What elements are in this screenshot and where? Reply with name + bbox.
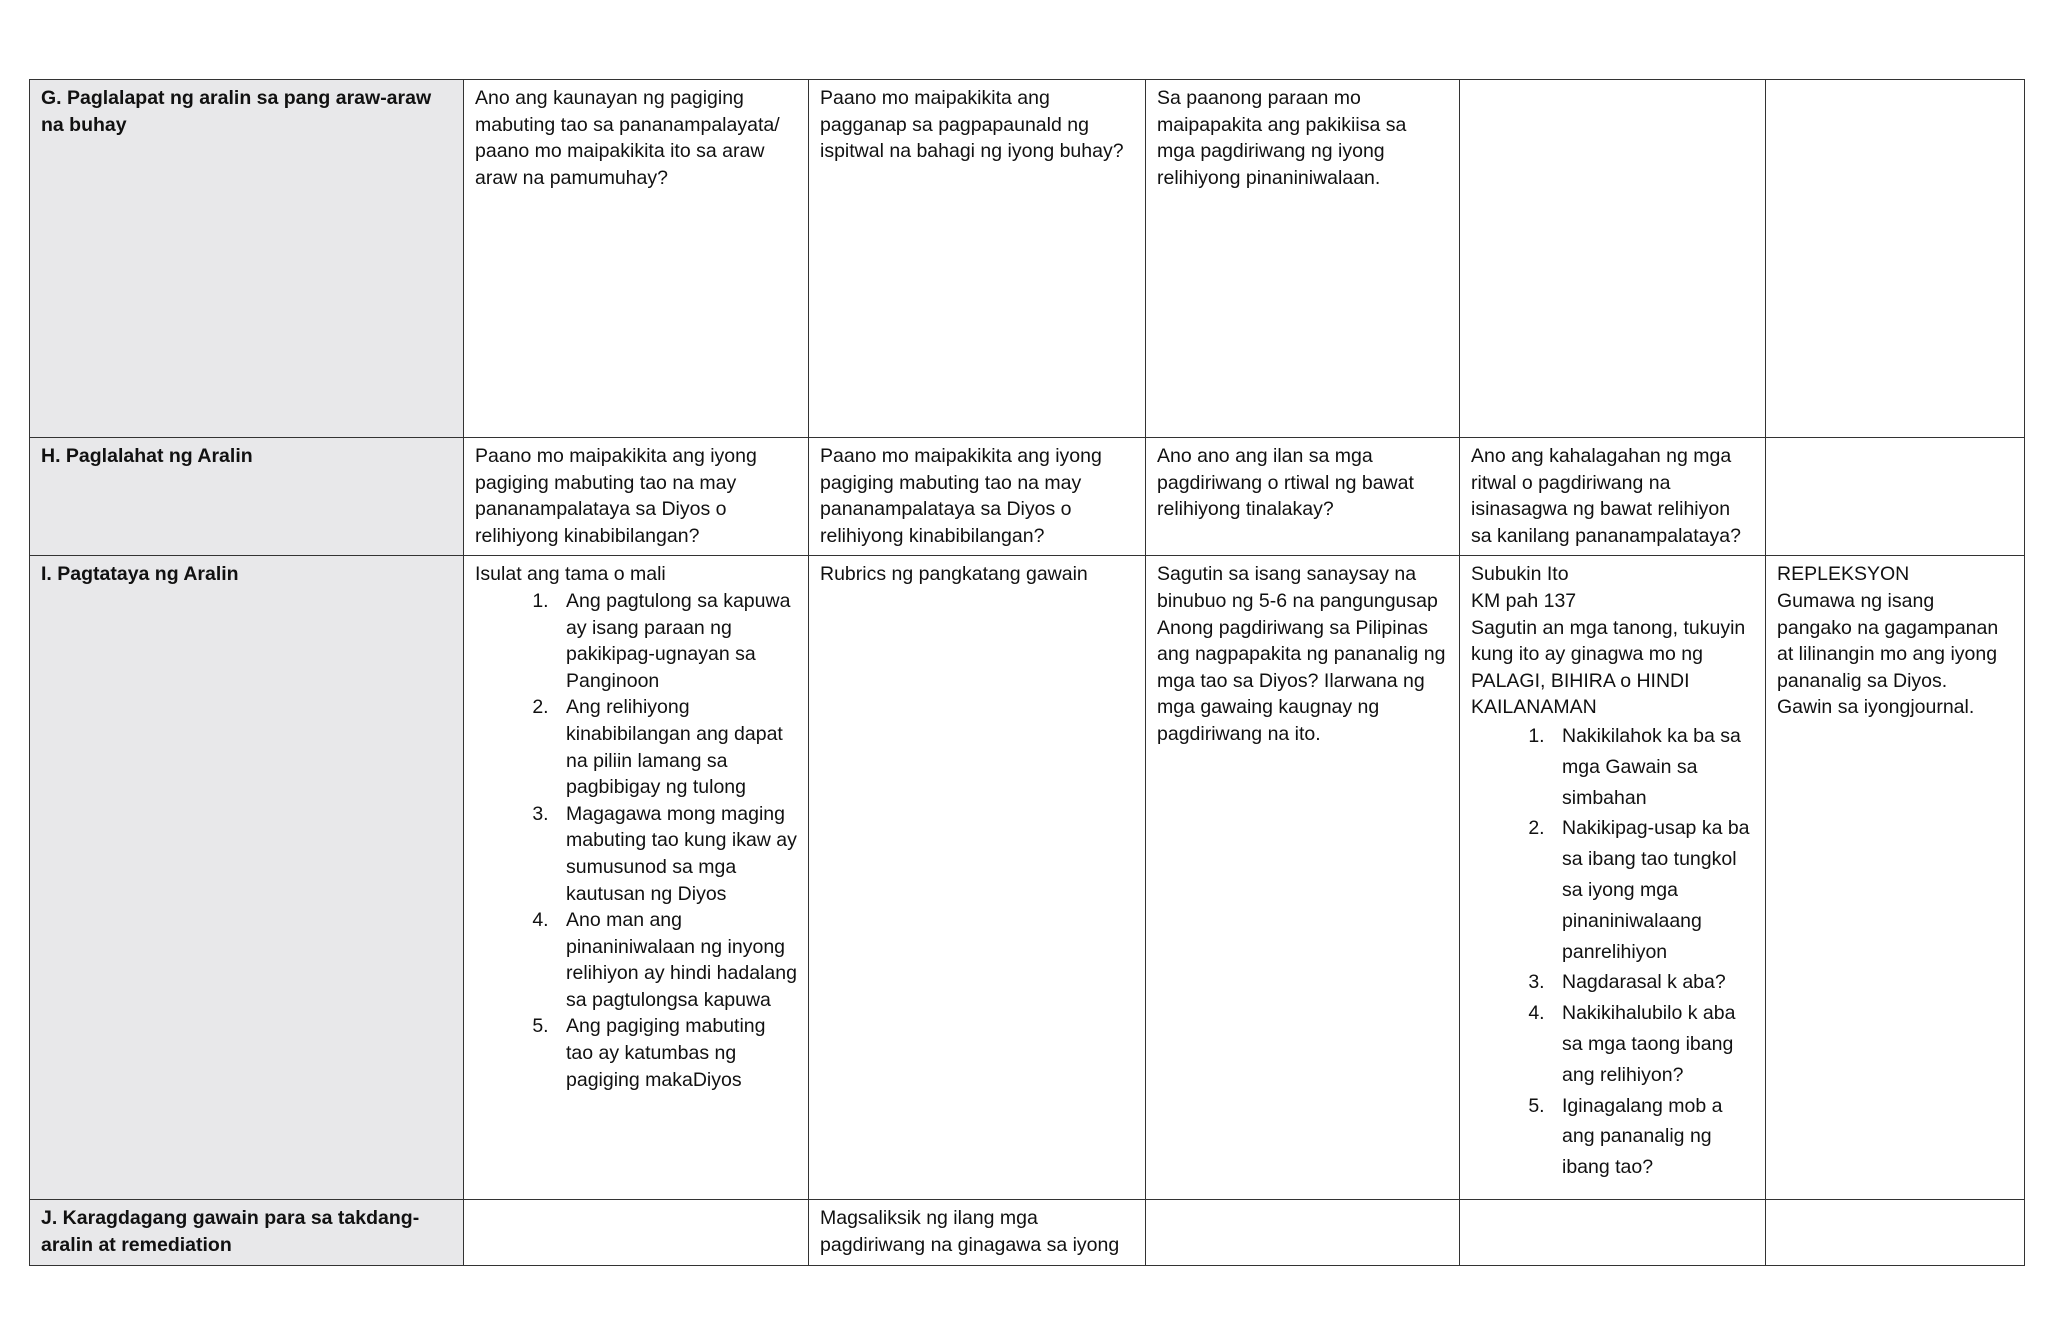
- cell-h-4: Ano ang kahalagahan ng mga ritwal o pagdiriwang na isinasagwa ng bawat relihiyon sa kanilang pananampalataya?: [1460, 438, 1766, 556]
- list-item: 2. Nakikipag-usap ka ba sa ibang tao tungkol sa iyong mga pinaniniwalaang panrelihiyon: [1550, 813, 1754, 967]
- lesson-plan-table: [29, 79, 2025, 1266]
- list-item: 5. Iginagalang mob a ang pananalig ng ibang tao?: [1550, 1091, 1754, 1183]
- table-row-i: [30, 556, 2025, 1200]
- quiz-instruction: Isulat ang tama o mali: [475, 563, 666, 586]
- list-item: 4. Nakikihalubilo k aba sa mga taong ibang ang relihiyon?: [1550, 998, 1754, 1090]
- subukin-heading: Subukin Ito: [1471, 563, 1569, 586]
- cell-h-2: Paano mo maipakikita ang iyong pagiging mabuting tao na may pananampalataya sa Diyos o relihiyong kinabibilangan?: [809, 438, 1146, 556]
- cell-i-5: [1766, 556, 2025, 1200]
- page-reference: KM pah 137: [1471, 589, 1577, 612]
- row-label-j: J. Karagdagang gawain para sa takdang-aralin at remediation: [30, 1200, 464, 1265]
- cell-j-5: [1766, 1200, 2025, 1265]
- row-label-i: I. Pagtataya ng Aralin: [30, 556, 464, 1200]
- cell-j-1: [464, 1200, 809, 1265]
- list-item: 5. Ang pagiging mabuting tao ay katumbas ng pagiging makaDiyos: [554, 1013, 797, 1093]
- cell-h-3: Ano ano ang ilan sa mga pagdiriwang o rtiwal ng bawat relihiyong tinalakay?: [1146, 438, 1460, 556]
- cell-j-4: [1460, 1200, 1766, 1265]
- cell-g-3: Sa paanong paraan mo maipapakita ang pakikiisa sa mga pagdiriwang ng iyong relihiyong pinaniniwalaan.: [1146, 80, 1460, 438]
- cell-i-1: [464, 556, 809, 1200]
- list-item: 4. Ano man ang pinaniniwalaan ng inyong relihiyon ay hindi hadalang sa pagtulongsa kapuwa: [554, 907, 797, 1013]
- list-item: 1. Ang pagtulong sa kapuwa ay isang paraan ng pakikipag-ugnayan sa Panginoon: [554, 588, 797, 694]
- list-item: 3. Nagdarasal k aba?: [1550, 967, 1754, 998]
- table-row-g: [30, 80, 2025, 438]
- lesson-plan-page: [29, 79, 2024, 1266]
- list-item: 3. Magagawa mong maging mabuting tao kung ikaw ay sumusunod sa mga kautusan ng Diyos: [554, 801, 797, 907]
- cell-j-3: [1146, 1200, 1460, 1265]
- cell-i-2: Rubrics ng pangkatang gawain: [809, 556, 1146, 1200]
- quiz-list: [475, 588, 797, 1093]
- list-item: 2. Ang relihiyong kinabibilangan ang dapat na piliin lamang sa pagbibigay ng tulong: [554, 694, 797, 800]
- list-item: 1. Nakikilahok ka ba sa mga Gawain sa simbahan: [1550, 721, 1754, 813]
- reflection-text: Gumawa ng isang pangako na gagampanan at lilinangin mo ang iyong pananalig sa Diyos.: [1777, 589, 1999, 692]
- cell-i-4: [1460, 556, 1766, 1200]
- cell-i-3: Sagutin sa isang sanaysay na binubuo ng 5-6 na pangungusap Anong pagdiriwang sa Pilipinas ang nagpapakita ng pananalig ng mga tao sa Diyos? Ilarwana ng mga gawaing kaugnay ng pagdiriwang na ito.: [1146, 556, 1460, 1200]
- survey-instruction: Sagutin an mga tanong, tukuyin kung ito ay ginagwa mo ng PALAGI, BIHIRA o HINDI KAILANAMAN: [1471, 616, 1746, 719]
- table-row-h: [30, 438, 2025, 556]
- reflection-journal: Gawin sa iyongjournal.: [1777, 696, 1975, 719]
- cell-h-1: Paano mo maipakikita ang iyong pagiging mabuting tao na may pananampalataya sa Diyos o relihiyong kinabibilangan?: [464, 438, 809, 556]
- cell-h-5: [1766, 438, 2025, 556]
- cell-g-4: [1460, 80, 1766, 438]
- cell-g-1: Ano ang kaunayan ng pagiging mabuting tao sa pananampalayata/ paano mo maipakikita ito sa araw araw na pamumuhay?: [464, 80, 809, 438]
- table-row-j: [30, 1200, 2025, 1265]
- survey-list: [1471, 721, 1754, 1183]
- cell-g-2: Paano mo maipakikita ang pagganap sa pagpapaunald ng ispitwal na bahagi ng iyong buhay?: [809, 80, 1146, 438]
- reflection-heading: REPLEKSYON: [1777, 563, 1910, 586]
- row-label-g: G. Paglalapat ng aralin sa pang araw-araw na buhay: [30, 80, 464, 438]
- row-label-h: H. Paglalahat ng Aralin: [30, 438, 464, 556]
- cell-j-2: Magsaliksik ng ilang mga pagdiriwang na ginagawa sa iyong: [809, 1200, 1146, 1265]
- cell-g-5: [1766, 80, 2025, 438]
